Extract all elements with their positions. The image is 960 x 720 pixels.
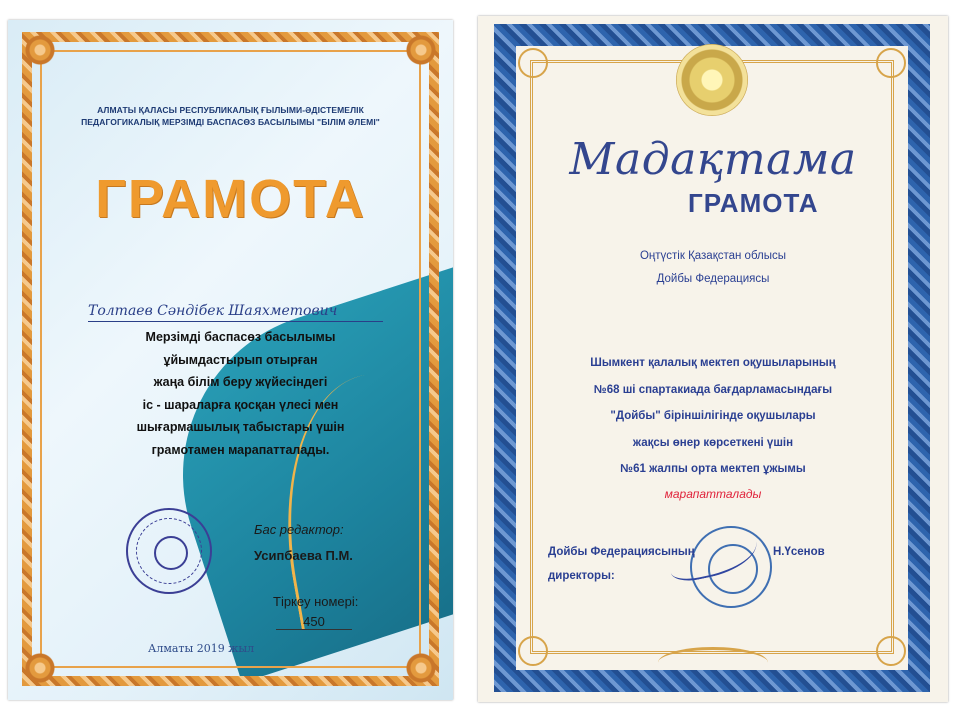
certificate-title: ГРАМОТА [688,188,819,218]
body-line: шығармашылық табыстары үшін [136,420,345,434]
organization-region: Оңтүстік Қазақстан облысы [639,250,787,262]
body-line: №68 ші спартакиада бағдарламасындағы [593,383,833,396]
organization-name: Дойбы Федерациясы [656,273,770,285]
official-stamp-icon [126,508,212,594]
bottom-ornament-icon [658,647,768,678]
right-certificate [478,16,948,702]
publisher-header: АЛМАТЫ ҚАЛАСЫ РЕСПУБЛИКАЛЫҚ ҒЫЛЫМИ-ӘДІСТЕМЕЛІК ПЕДАГОГИКАЛЫҚ МЕРЗІМДІ БАСПАСӨЗ БАСЫЛЫМЫ "БІЛІМ ӘЛЕМІ" [81,105,380,127]
state-emblem-icon [676,44,748,116]
body-line: жаңа білім беру жүйесіндегі [153,375,328,389]
certificate-title: ГРАМОТА [95,169,366,229]
registration-label: Тіркеу номері: [273,594,359,609]
certificate-body [118,326,363,461]
corner-ornament-icon [22,32,58,68]
body-line: Шымкент қалалық мектеп оқушыларының [590,357,836,369]
body-line: №61 жалпы орта мектеп ұжымы [620,463,806,475]
left-certificate [8,20,453,700]
recipient-name: Толтаев Сәндібек Шаяхметович [88,303,383,322]
corner-ornament-icon [22,650,58,686]
certificate-body [558,350,868,483]
corner-ornament-icon [403,32,439,68]
certificate-footer: Алматы 2019 жыл [148,642,255,655]
corner-ornament-icon [403,650,439,686]
body-line: ұйымдастырып отырған [163,352,318,367]
body-line: іс - шараларға қосқан үлесі мен [142,397,339,412]
corner-ornament-icon [518,636,548,666]
body-line: "Дойбы" біріншілігінде оқушылары [610,410,816,422]
editor-label: Бас редактор: [254,522,344,537]
editor-name: Усипбаева П.М. [254,548,353,563]
registration-number: 450 [276,614,352,630]
corner-ornament-icon [876,636,906,666]
certificate-script-title: Мадақтама [569,134,857,185]
corner-ornament-icon [876,48,906,78]
body-line: грамотамен марапатталады. [151,442,330,457]
body-line: Мерзімді баспасөз басылымы [145,330,336,344]
body-line: жақсы өнер көрсеткені үшін [632,436,794,449]
director-label: директоры: [548,570,615,582]
awarded-text: марапатталады [664,487,762,501]
corner-ornament-icon [518,48,548,78]
director-name: Н.Үсенов [773,546,825,558]
federation-label: Дойбы Федерациясының [548,546,695,558]
